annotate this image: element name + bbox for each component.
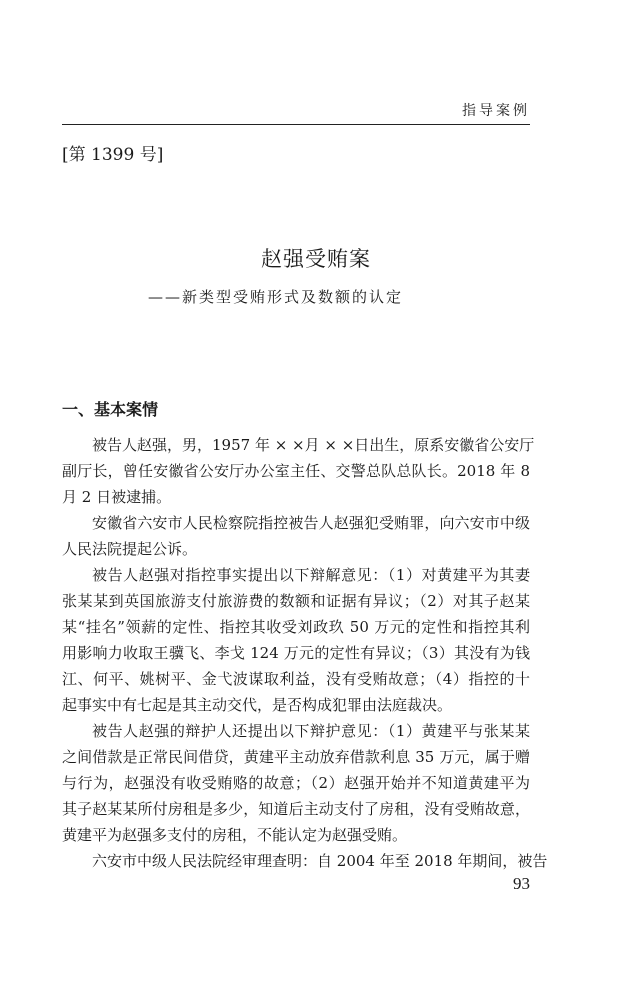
text-line: 副厅长，曾任安徽省公安厅办公室主任、交警总队总队长。2018 年 8 (62, 462, 530, 480)
text-line: 其子赵某某所付房租是多少，知道后主动支付了房租，没有受贿故意， (62, 800, 530, 818)
text-line: 黄建平为赵强多支付的房租，不能认定为赵强受贿。 (62, 826, 408, 844)
running-header: 指导案例 (462, 103, 530, 119)
document-title: 赵强受贿案 (261, 247, 371, 271)
text-line: 起事实中有七起是其主动交代，是否构成犯罪由法庭裁决。 (62, 696, 453, 714)
document-subtitle: ——新类型受贿形式及数额的认定 (148, 288, 404, 306)
text-line: 某“挂名”领薪的定性、指控其收受刘政玖 50 万元的定性和指控其利 (62, 618, 530, 636)
text-line: 之间借款是正常民间借贷，黄建平主动放弃借款利息 35 万元，属于赠 (62, 748, 530, 766)
text-line: 与行为，赵强没有收受贿赂的故意；（2）赵强开始并不知道黄建平为 (62, 774, 530, 792)
text-line: 被告人赵强对指控事实提出以下辩解意见：（1）对黄建平为其妻 (92, 566, 530, 584)
text-line: 人民法院提起公诉。 (62, 540, 198, 558)
body-text (62, 432, 548, 874)
header-rule (62, 124, 530, 125)
section-heading: 一、基本案情 (62, 400, 159, 419)
paragraph (62, 510, 530, 562)
paragraph (62, 848, 548, 874)
paragraph (62, 432, 535, 510)
paragraph (62, 718, 530, 848)
text-line: 江、何平、姚树平、金弋波谋取利益，没有受贿故意；（4）指控的十 (62, 670, 530, 688)
text-line: 月 2 日被逮捕。 (62, 488, 172, 506)
case-number: [第 1399 号] (62, 145, 164, 165)
text-line: 安徽省六安市人民检察院指控被告人赵强犯受贿罪，向六安市中级 (92, 514, 530, 532)
page-number: 93 (513, 874, 530, 893)
text-line: 六安市中级人民法院经审理查明：自 2004 年至 2018 年期间，被告 (92, 852, 548, 870)
text-line: 被告人赵强的辩护人还提出以下辩护意见：（1）黄建平与张某某 (92, 722, 530, 740)
text-line: 用影响力收取王骥飞、李戈 124 万元的定性有异议；（3）其没有为钱 (62, 644, 530, 662)
paragraph (62, 562, 530, 718)
text-line: 张某某到英国旅游支付旅游费的数额和证据有异议；（2）对其子赵某 (62, 592, 530, 610)
text-line: 被告人赵强，男，1957 年 × ×月 × ×日出生，原系安徽省公安厅 (92, 436, 535, 454)
